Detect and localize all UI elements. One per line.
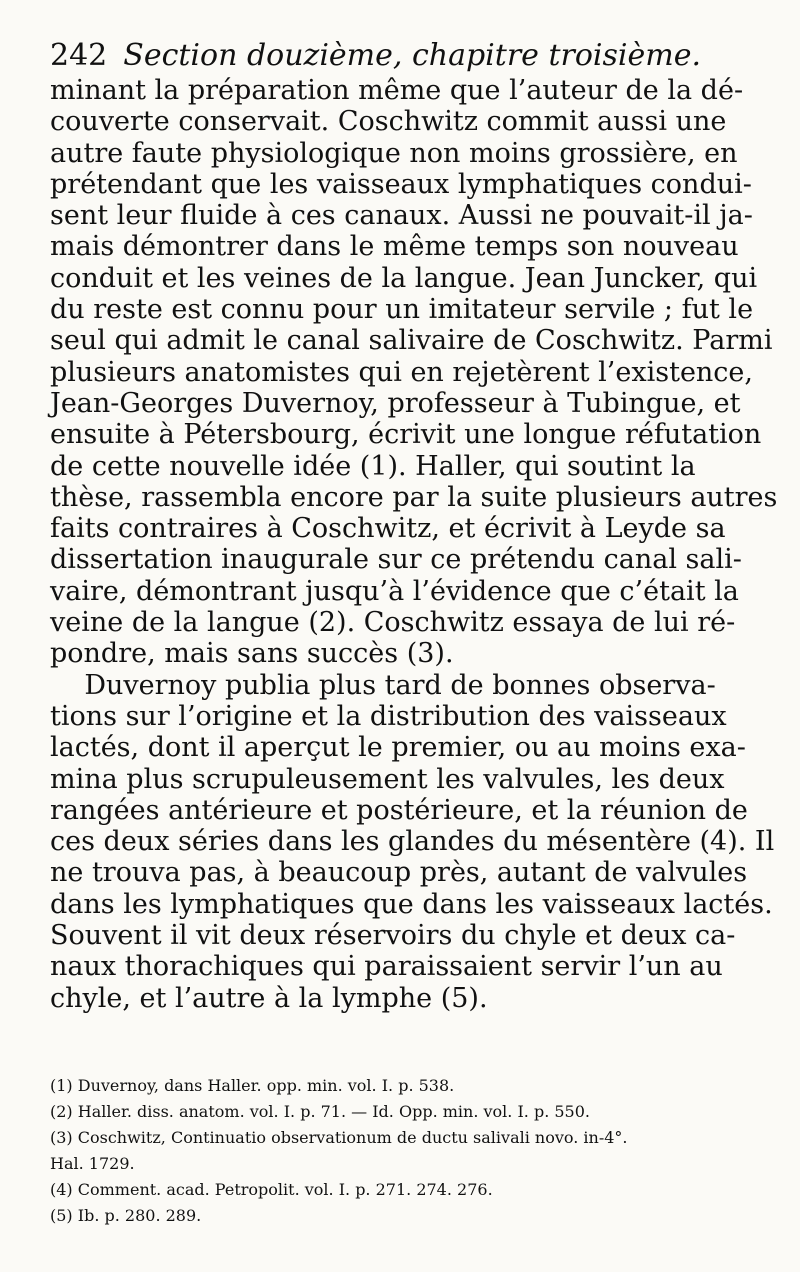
footnote: (4) Comment. acad. Petropolit. vol. I. p. 271. 274. 276. [50,1180,493,1199]
text-line: Duvernoy publia plus tard de bonnes observa- [50,669,716,701]
text-line: mina plus scrupuleusement les valvules, les deux [50,763,725,795]
text-line: dans les lymphatiques que dans les vaisseaux lactés. [50,888,773,920]
footnote: (3) Coschwitz, Continuatio observationum de ductu salivali novo. in-4°. [50,1128,628,1147]
text-line: ensuite à Pétersbourg, écrivit une longue réfutation [50,419,762,451]
text-line: vaire, démontrant jusqu’à l’évidence que c’était la [50,575,739,607]
running-title: Section douzième, chapitre troisième. [123,38,701,73]
text-line: faits contraires à Coschwitz, et écrivit à Leyde sa [50,513,726,545]
text-line: de cette nouvelle idée (1). Haller, qui soutint la [50,450,696,482]
page-number: 242 [50,38,108,73]
footnote: (5) Ib. p. 280. 289. [50,1206,202,1225]
text-line: lactés, dont il aperçut le premier, ou au moins exa- [50,732,746,764]
text-line: chyle, et l’autre à la lymphe (5). [50,982,488,1014]
text-line: Souvent il vit deux réservoirs du chyle et deux ca- [50,920,736,952]
body-text [50,75,777,1014]
footnote: Hal. 1729. [50,1154,135,1173]
footnote: (2) Haller. diss. anatom. vol. I. p. 71. — Id. Opp. min. vol. I. p. 550. [50,1102,590,1121]
text-line: dissertation inaugurale sur ce prétendu canal sali- [50,544,742,576]
text-line: pondre, mais sans succès (3). [50,638,454,670]
text-line: prétendant que les vaisseaux lymphatiques condui- [50,168,752,200]
text-line: mais démontrer dans le même temps son nouveau [50,231,739,263]
footnotes [50,1073,628,1229]
footnote: (1) Duvernoy, dans Haller. opp. min. vol. I. p. 538. [50,1076,455,1095]
page-header [50,38,770,73]
text-line: du reste est connu pour un imitateur servile ; fut le [50,294,754,326]
text-line: sent leur fluide à ces canaux. Aussi ne pouvait-il ja- [50,200,753,232]
text-line: tions sur l’origine et la distribution des vaisseaux [50,700,727,732]
text-line: naux thorachiques qui paraissaient servir l’un au [50,951,723,983]
text-line: veine de la langue (2). Coschwitz essaya de lui ré- [50,607,736,639]
text-line: seul qui admit le canal salivaire de Coschwitz. Parmi [50,325,773,357]
text-line: conduit et les veines de la langue. Jean Juncker, qui [50,262,758,294]
text-line: thèse, rassembla encore par la suite plusieurs autres [50,481,778,513]
text-line: ne trouva pas, à beaucoup près, autant de valvules [50,857,748,889]
text-line: ces deux séries dans les glandes du mésentère (4). Il [50,826,775,858]
text-line: autre faute physiologique non moins grossière, en [50,137,738,169]
text-line: couverte conservait. Coschwitz commit aussi une [50,106,727,138]
text-line: minant la préparation même que l’auteur de la dé- [50,75,744,106]
text-line: Jean-Georges Duvernoy, professeur à Tubingue, et [50,387,741,419]
text-line: plusieurs anatomistes qui en rejetèrent l’existence, [50,356,753,388]
text-line: rangées antérieure et postérieure, et la réunion de [50,794,748,826]
